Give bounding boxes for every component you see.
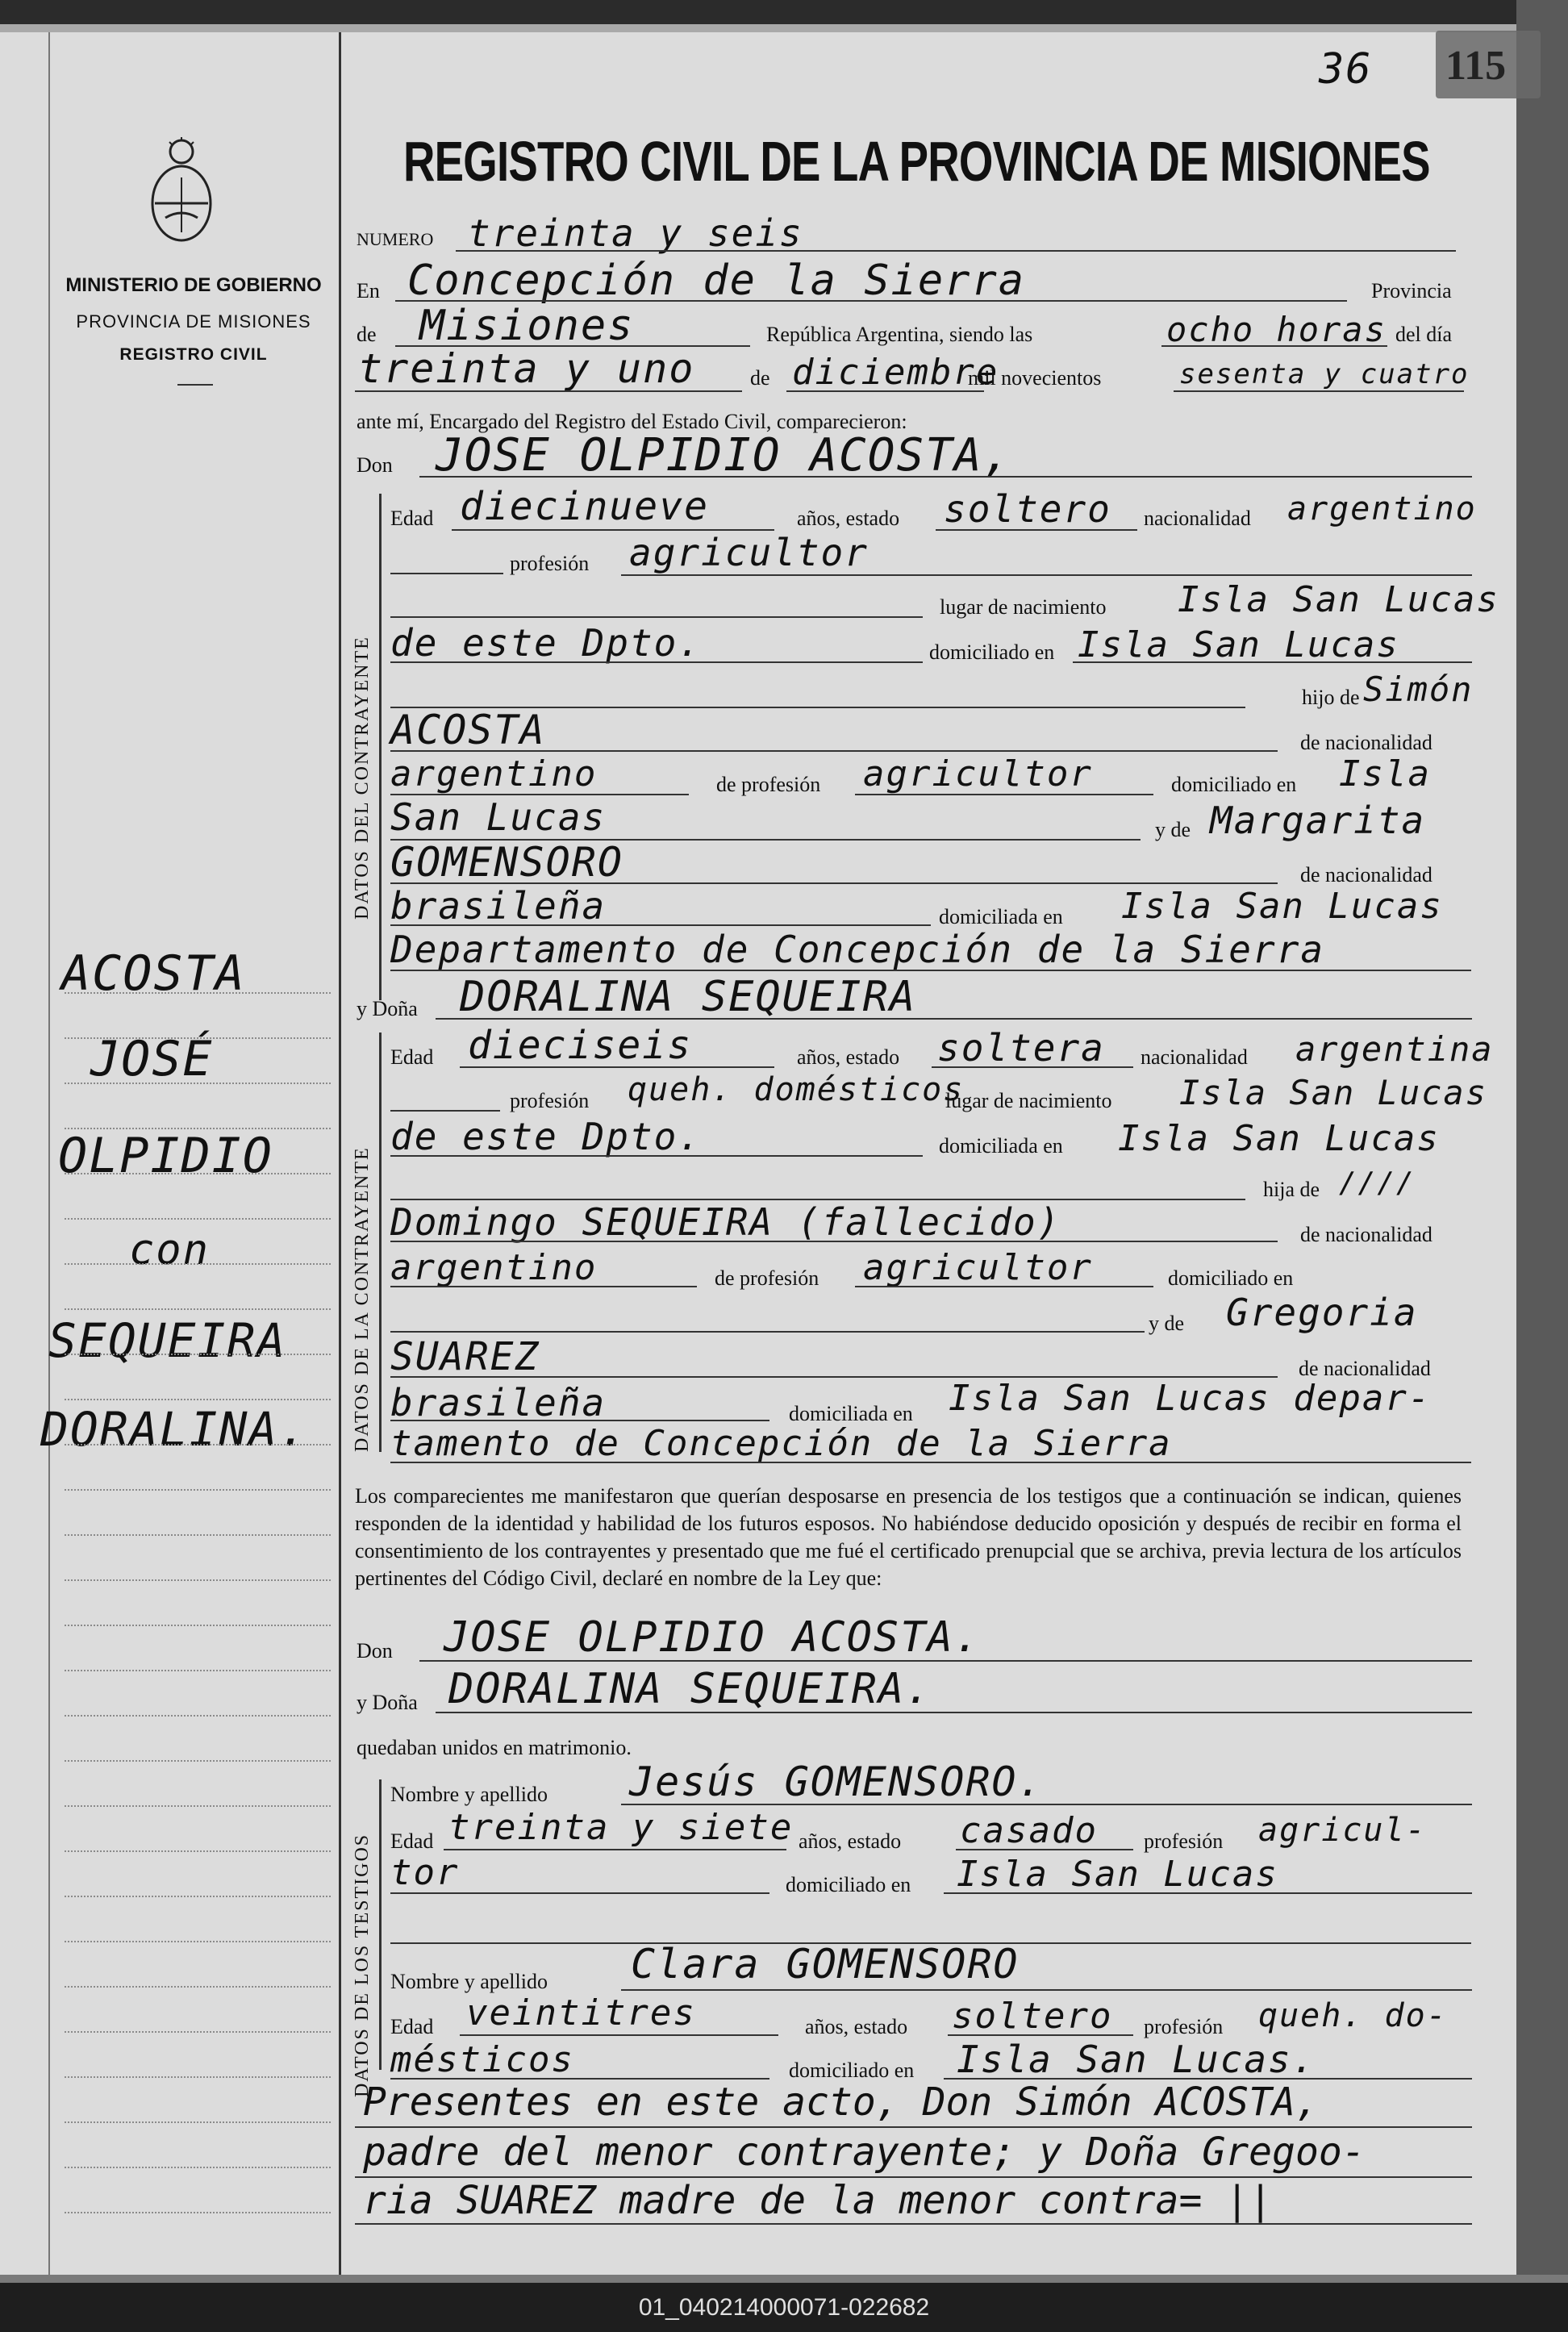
anos-estado-label: años, estado — [799, 1829, 902, 1853]
edad-label: Edad — [390, 2015, 434, 2038]
declared-groom: JOSE OLPIDIO ACOSTA. — [444, 1613, 982, 1662]
margin-rule — [48, 32, 50, 2275]
margin-note-line: JOSÉ — [90, 1031, 214, 1087]
unidos-text: quedaban unidos en matrimonio. — [357, 1736, 632, 1759]
mes-value: diciembre — [792, 352, 999, 393]
margin-rule-line — [65, 2121, 331, 2123]
groom-nacionalidad: argentino — [1287, 490, 1477, 528]
margin-rule-line — [65, 992, 331, 994]
numero-value: treinta y seis — [468, 211, 803, 255]
profesion-label: profesión — [510, 552, 590, 575]
witness1-edad: treinta y siete — [448, 1807, 794, 1848]
numero-label: NUMERO — [357, 229, 434, 249]
del-dia-label: del día — [1395, 323, 1453, 346]
groom-bracket — [379, 494, 382, 1000]
edad-label: Edad — [390, 507, 434, 530]
de-profesion-label: de profesión — [716, 773, 821, 796]
bride-padre: Domingo SEQUEIRA (fallecido) — [390, 1200, 1061, 1244]
margin-rule-line — [65, 1941, 331, 1942]
ministry-name: MINISTERIO DE GOBIERNO — [65, 274, 322, 296]
witness2-dom: Isla San Lucas. — [957, 2038, 1316, 2081]
margin-rule-line — [65, 1173, 331, 1174]
lugar-nac-label: lugar de nacimiento — [945, 1089, 1112, 1112]
groom-madre-2: GOMENSORO — [390, 839, 623, 886]
groom-padre-dom-1: Isla — [1339, 753, 1431, 795]
nacionalidad-label: nacionalidad — [1144, 507, 1251, 530]
margin-rule-line — [65, 1218, 331, 1220]
book-edge-bottom — [0, 2275, 1568, 2283]
bride-madre-2: SUAREZ — [390, 1334, 540, 1379]
margin-rule-line — [65, 1037, 331, 1039]
coat-of-arms-icon — [145, 137, 218, 250]
page-number: 36 — [1319, 45, 1373, 94]
en-label: En — [357, 279, 380, 302]
bride-domicilio: Isla San Lucas — [1118, 1118, 1440, 1159]
margin-rule-line — [65, 1534, 331, 1536]
margin-note-line: ACOSTA — [61, 945, 246, 1002]
de-nacionalidad-label: de nacionalidad — [1300, 731, 1432, 754]
de-profesion-label: de profesión — [715, 1266, 819, 1290]
de-nacionalidad-label-2: de nacionalidad — [1299, 1357, 1431, 1380]
anio-value: sesenta y cuatro — [1179, 358, 1470, 390]
bride-lugar-nac: Isla San Lucas — [1179, 1073, 1488, 1112]
margin-rule-line — [65, 1625, 331, 1626]
margin-rule-line — [65, 1354, 331, 1355]
witness2-edad: veintitres — [466, 1992, 696, 2034]
bride-padre-nac: argentino — [390, 1247, 598, 1288]
don-label-2: Don — [357, 1639, 393, 1662]
groom-padre-2: ACOSTA — [390, 707, 546, 753]
groom-edad: diecinueve — [460, 484, 709, 529]
bride-bracket — [379, 1033, 382, 1452]
margin-rule-line — [65, 1308, 331, 1310]
witness2-prof: queh. do- — [1258, 1997, 1448, 2034]
book-edge-right — [1516, 0, 1568, 2283]
groom-lugar-nac-2: de este Dpto. — [390, 621, 703, 665]
lugar-value: Concepción de la Sierra — [407, 257, 1026, 305]
note-line: Presentes en este acto, Don Simón ACOSTA, — [363, 2080, 1319, 2125]
bride-lugar-nac-2: de este Dpto. — [390, 1115, 703, 1158]
bride-madre-dom: Isla San Lucas depar- — [949, 1378, 1432, 1419]
bride-name: DORALINA SEQUEIRA — [460, 973, 917, 1021]
margin-divider — [339, 32, 341, 2275]
witness2-prof-2: mésticos — [390, 2039, 574, 2080]
margin-rule-line — [65, 2167, 331, 2168]
groom-lugar-nac: Isla San Lucas — [1178, 579, 1499, 620]
groom-estado: soltero — [944, 487, 1111, 531]
bride-edad: dieciseis — [468, 1023, 693, 1068]
bride-profesion: queh. domésticos — [628, 1071, 965, 1108]
groom-profesion: agricultor — [629, 531, 869, 574]
margin-rule-line — [65, 1579, 331, 1581]
margin-rule-line — [65, 1896, 331, 1897]
nombre-label: Nombre y apellido — [390, 1783, 548, 1806]
provincia-value: Misiones — [419, 302, 635, 350]
witness1-estado: casado — [960, 1810, 1098, 1851]
de-label-2: de — [750, 366, 770, 390]
margin-note-line: SEQUEIRA — [48, 1313, 287, 1368]
witness1-prof: agricul- — [1258, 1812, 1427, 1849]
hija-label: hija de — [1263, 1178, 1320, 1201]
y-de-label: y de — [1155, 818, 1191, 841]
groom-padre-prof: agricultor — [863, 753, 1093, 795]
groom-padre-1: Simón — [1363, 670, 1474, 709]
margin-rule-line — [65, 2076, 331, 2078]
provincia-label: Provincia — [1371, 279, 1452, 302]
witness2-estado: soltero — [952, 1996, 1113, 2037]
stamp-number: 115 — [1445, 43, 1507, 89]
hora-value: ocho horas — [1166, 310, 1387, 349]
witness1-prof-2: tor — [390, 1852, 460, 1893]
margin-rule-line — [65, 1805, 331, 1807]
margin-rule-line — [65, 2212, 331, 2213]
groom-madre-dom: Isla San Lucas — [1121, 886, 1443, 927]
margin-note-line: OLPIDIO — [58, 1128, 273, 1184]
nacionalidad-label: nacionalidad — [1141, 1045, 1248, 1069]
mil-text: mil novecientos — [968, 366, 1102, 390]
de-nacionalidad-label-2: de nacionalidad — [1300, 863, 1432, 886]
margin-rule-line — [65, 1670, 331, 1671]
groom-name: JOSE OLPIDIO ACOSTA, — [436, 429, 1012, 482]
groom-padre-nac: argentino — [390, 753, 598, 795]
image-caption: 01_040214000071-022682 — [0, 2283, 1568, 2332]
witness-bracket — [379, 1779, 382, 2070]
groom-madre-nac: brasileña — [390, 884, 607, 928]
note-line: padre del menor contrayente; y Doña Gregoo- — [363, 2130, 1366, 2175]
profesion-label: profesión — [1144, 1829, 1224, 1853]
bride-padre-prof: agricultor — [863, 1247, 1093, 1288]
bride-nacionalidad: argentina — [1295, 1029, 1494, 1069]
dia-value: treinta y uno — [358, 345, 695, 392]
hijo-label: hijo de — [1302, 686, 1360, 709]
profesion-label: profesión — [1144, 2015, 1224, 2038]
margin-rule-line — [65, 1760, 331, 1762]
edad-label: Edad — [390, 1829, 434, 1853]
margin-rule-line — [65, 1715, 331, 1717]
don-label: Don — [357, 453, 393, 477]
witness1-name: Jesús GOMENSORO. — [629, 1758, 1044, 1805]
witness2-name: Clara GOMENSORO — [631, 1941, 1020, 1988]
province-name: PROVINCIA DE MISIONES — [76, 311, 311, 332]
edad-label: Edad — [390, 1045, 434, 1069]
bride-madre-1: Gregoria — [1226, 1291, 1418, 1334]
groom-madre-1: Margarita — [1210, 799, 1426, 842]
padre-dom-label: domiciliado en — [1171, 773, 1297, 796]
de-label: de — [357, 323, 377, 346]
bride-hija-value: //// — [1339, 1166, 1416, 1199]
domiciliado-label: domiciliado en — [786, 1873, 911, 1896]
page-title: REGISTRO CIVIL DE LA PROVINCIA DE MISIONES — [403, 130, 1430, 193]
margin-rule-line — [65, 1128, 331, 1129]
nombre-label: Nombre y apellido — [390, 1970, 548, 1993]
profesion-label: profesión — [510, 1089, 590, 1112]
dona-label-2: y Doña — [357, 1691, 418, 1714]
groom-padre-dom-2: San Lucas — [390, 795, 607, 839]
office-name: REGISTRO CIVIL — [119, 345, 268, 364]
margin-rule-line — [65, 1399, 331, 1400]
de-nacionalidad-label: de nacionalidad — [1300, 1223, 1432, 1246]
lugar-nac-label: lugar de nacimiento — [940, 595, 1107, 619]
witness1-dom: Isla San Lucas — [957, 1854, 1278, 1895]
anos-estado-label: años, estado — [797, 507, 900, 530]
bride-section-label: DATOS DE LA CONTRAYENTE — [352, 1146, 373, 1452]
divider — [177, 384, 213, 386]
domiciliado-label: domiciliado en — [929, 640, 1055, 664]
bride-madre-dom-2: tamento de Concepción de la Sierra — [390, 1423, 1172, 1464]
groom-section-label: DATOS DEL CONTRAYENTE — [352, 636, 373, 920]
groom-madre-dom-2: Departamento de Concepción de la Sierra — [390, 928, 1325, 971]
groom-domicilio: Isla San Lucas — [1078, 624, 1399, 665]
witness-section-label: DATOS DE LOS TESTIGOS — [352, 1833, 373, 2097]
margin-rule-line — [65, 1444, 331, 1446]
margin-rule-line — [65, 1986, 331, 1988]
y-de-label: y de — [1149, 1312, 1185, 1335]
anos-estado-label: años, estado — [805, 2015, 908, 2038]
margin-rule-line — [65, 1489, 331, 1491]
dona-label: y Doña — [357, 997, 418, 1020]
declared-bride: DORALINA SEQUEIRA. — [448, 1665, 932, 1713]
domiciliada-label: domiciliada en — [939, 1134, 1063, 1158]
anos-estado-label: años, estado — [797, 1045, 900, 1069]
declaration-text: Los comparecientes me manifestaron que querían desposarse en presencia de los testigos que a continuación se indican, quienes responden de la identidad y habilidad de los futuros esposos. No habiéndose deducido oposición y después de recibir en forma el consentimiento de los contrayentes y presentado que me fué el certificado prenupcial que se archiva, previa lectura de los artículos pertinentes del Código Civil, declaré en nombre de la Ley que: — [355, 1484, 1462, 1590]
madre-dom-label: domiciliada en — [789, 1402, 913, 1425]
margin-rule-line — [65, 1850, 331, 1852]
margin-rule-line — [65, 2031, 331, 2033]
margin-note-line: DORALINA. — [40, 1402, 309, 1457]
bride-estado: soltera — [937, 1026, 1105, 1070]
republica-text: República Argentina, siendo las — [766, 323, 1033, 346]
bride-madre-nac: brasileña — [390, 1381, 607, 1425]
margin-rule-line — [65, 1263, 331, 1265]
domiciliado-label: domiciliado en — [789, 2059, 915, 2082]
madre-dom-label: domiciliada en — [939, 905, 1063, 928]
padre-dom-label: domiciliado en — [1168, 1266, 1294, 1290]
margin-rule-line — [65, 1083, 331, 1084]
note-line: ria SUAREZ madre de la menor contra= || — [363, 2178, 1273, 2223]
margin-note-line: con — [129, 1226, 210, 1274]
ante-mi-text: ante mí, Encargado del Registro del Estado Civil, comparecieron: — [357, 410, 907, 433]
